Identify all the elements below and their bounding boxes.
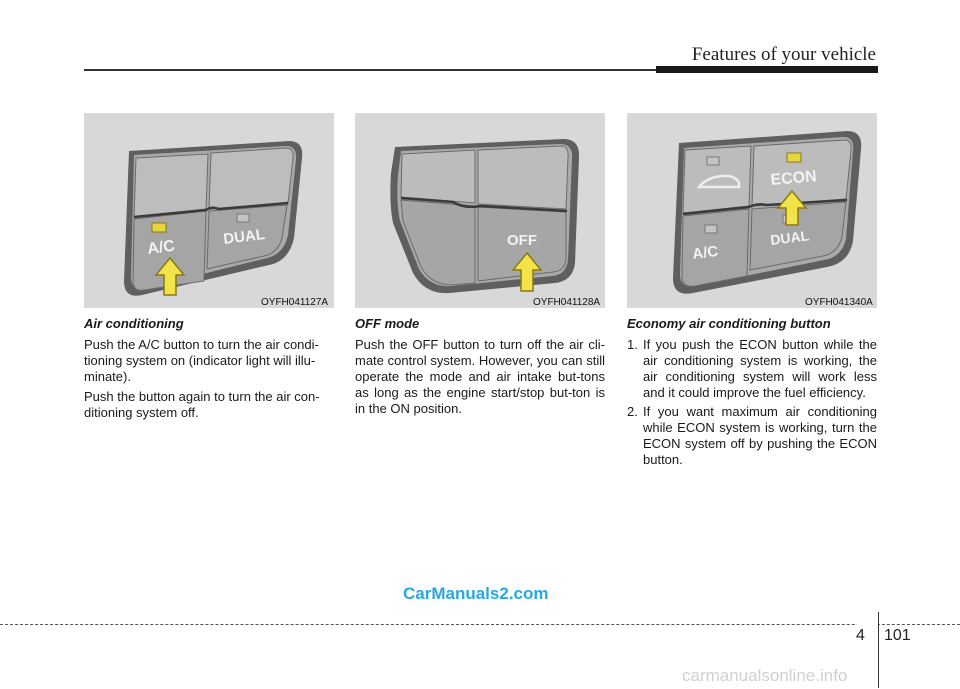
paragraph: Push the A/C button to turn the air condi-tioning system on (indicator light will illu-minate).	[84, 337, 319, 384]
dual-label: DUAL	[769, 227, 810, 248]
econ-label: ECON	[769, 168, 818, 189]
header-rule	[84, 69, 656, 71]
list-text: If you want maximum air conditioning while ECON system is working, turn the ECON system off by pushing the ECON button.	[643, 404, 877, 467]
section-off-mode	[355, 316, 605, 421]
page-separator	[878, 612, 879, 688]
section-title: Air conditioning	[84, 316, 184, 331]
section-air-conditioning	[84, 316, 334, 425]
section-title: Economy air conditioning button	[627, 316, 831, 331]
list-text: If you push the ECON button while the air conditioning system is working, the air conditioning system will work less and it could improve the fuel efficiency.	[643, 337, 877, 400]
figure-economy-ac	[627, 113, 877, 308]
numbered-list	[627, 337, 877, 468]
paragraph: Push the OFF button to turn off the air cli-mate control system. However, you can still operate the mode and air intake but-tons as long as the engine start/stop but-ton is in the ON position.	[355, 337, 605, 416]
watermark-bottom: carmanualsonline.info	[682, 666, 848, 685]
chapter-number: 4	[856, 627, 865, 644]
off-label: OFF	[507, 232, 537, 249]
header-rule-thick	[656, 66, 878, 73]
list-item	[627, 337, 877, 401]
ac-label: A/C	[691, 242, 720, 263]
section-title: OFF mode	[355, 316, 420, 331]
figure-off-mode	[355, 113, 605, 308]
figure-air-conditioning	[84, 113, 334, 308]
figure-code: OYFH041340A	[805, 297, 873, 308]
list-item	[627, 404, 877, 468]
list-number: 1.	[627, 337, 638, 352]
dual-label: DUAL	[222, 226, 266, 248]
watermark-link[interactable]: CarManuals2.com	[403, 584, 549, 603]
figure-code: OYFH041128A	[533, 297, 601, 308]
figure-code: OYFH041127A	[261, 297, 329, 308]
paragraph: Push the button again to turn the air con-ditioning system off.	[84, 389, 320, 420]
section-economy	[627, 316, 877, 471]
header-title: Features of your vehicle	[691, 44, 876, 65]
footer-rule	[0, 624, 960, 625]
ac-label: A/C	[146, 237, 176, 258]
econ-panel-illustration	[627, 113, 877, 308]
list-number: 2.	[627, 404, 638, 419]
off-panel-illustration	[355, 113, 605, 308]
page-number: 101	[884, 627, 911, 644]
ac-panel-illustration	[84, 113, 334, 308]
